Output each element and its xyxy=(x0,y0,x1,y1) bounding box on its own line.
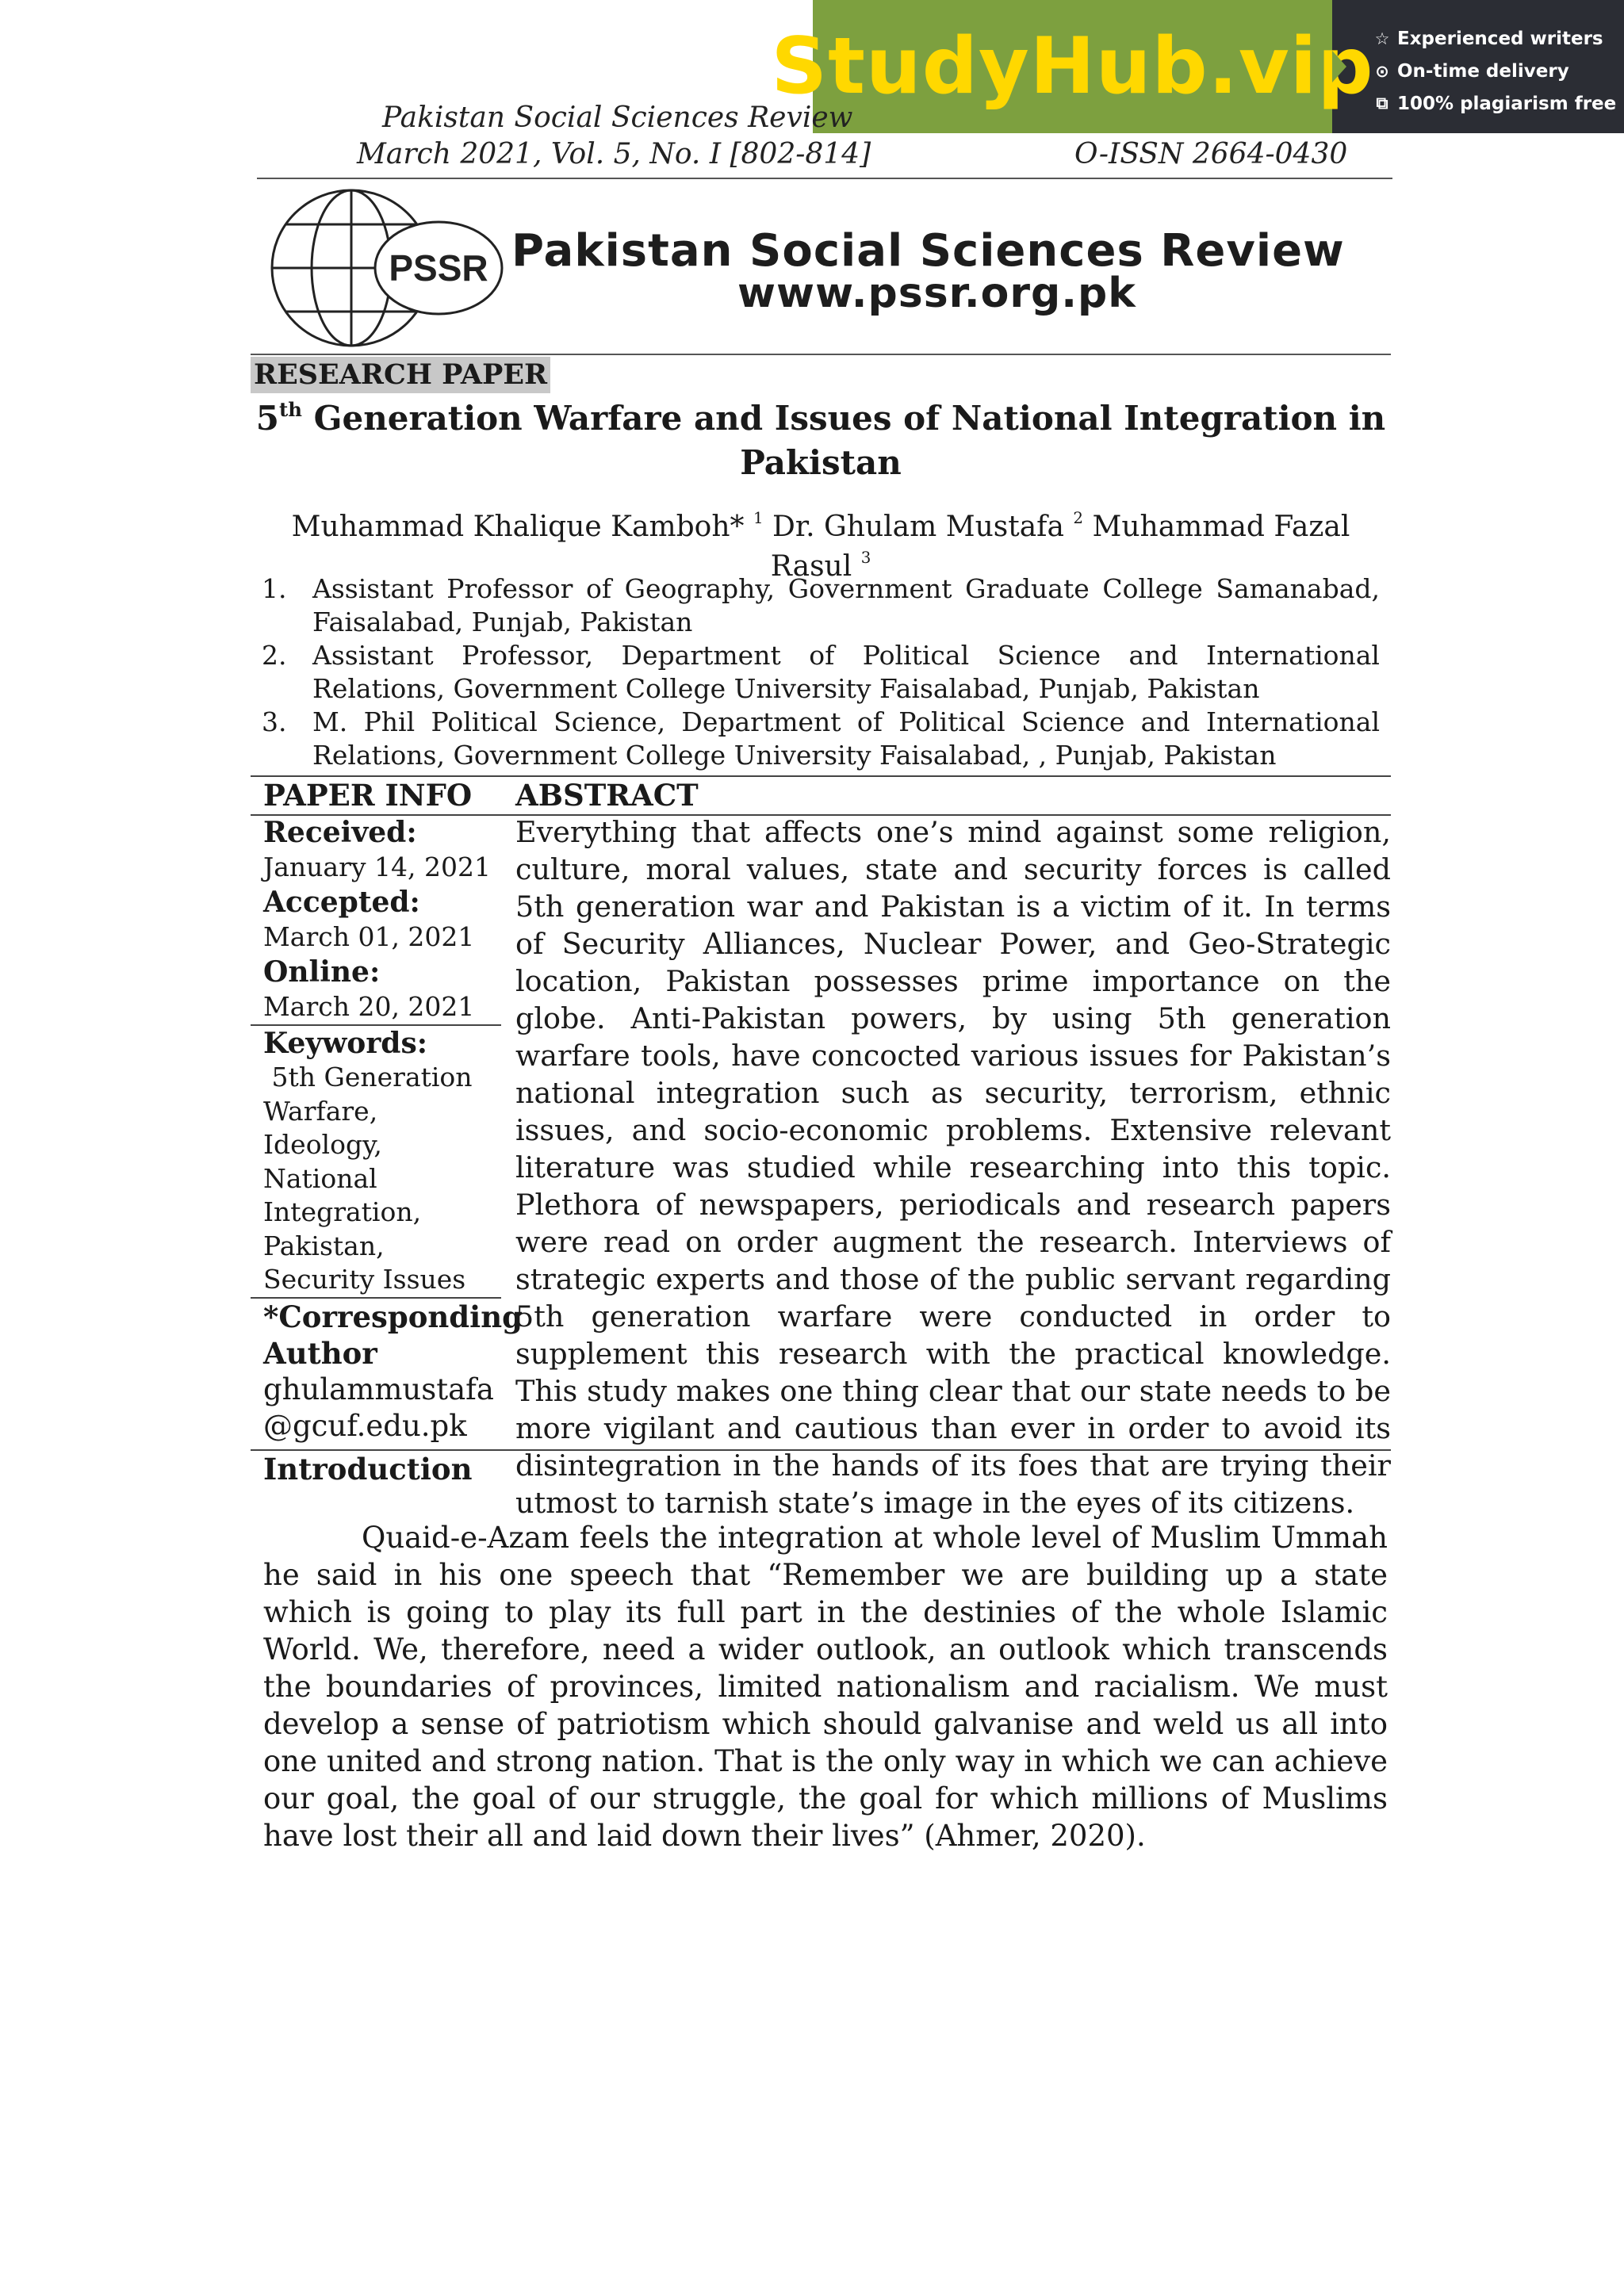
logo-abbr: PSSR xyxy=(389,247,488,289)
affiliation-item xyxy=(262,706,1380,772)
paper-title xyxy=(251,396,1391,485)
journal-name: Pakistan Social Sciences Review xyxy=(382,101,853,134)
email-part-1[interactable]: ghulammustafa xyxy=(263,1372,494,1406)
affiliation-item xyxy=(262,572,1380,639)
author-label: Author xyxy=(263,1335,377,1371)
title-text: Generation Warfare and Issues of National Integration in xyxy=(302,399,1386,438)
affiliation-list xyxy=(262,572,1380,772)
issue-info: March 2021, Vol. 5, No. I [802-814] xyxy=(357,138,871,170)
keyword-item: Warfare, xyxy=(263,1095,378,1127)
affiliation-text: M. Phil Political Science, Department of Political Science and International Relations, Government College University Faisalabad, , Punjab, Pakistan xyxy=(312,706,1380,771)
accepted-label: Accepted: xyxy=(263,886,420,919)
online-label: Online: xyxy=(263,955,381,989)
feature-item xyxy=(1373,22,1624,55)
feature-text: On-time delivery xyxy=(1397,60,1569,82)
feature-text: 100% plagiarism free xyxy=(1397,93,1617,114)
keyword-item: Security Issues xyxy=(263,1264,466,1295)
online-date: March 20, 2021 xyxy=(263,991,475,1022)
introduction-heading: Introduction xyxy=(263,1452,473,1487)
affiliation-text: Assistant Professor, Department of Political Science and International Relations, Government College University Faisalabad, Punjab, Pakistan xyxy=(312,640,1380,704)
banner-features xyxy=(1332,0,1624,133)
author-affiliation-mark: 1 xyxy=(753,509,764,528)
title-superscript: th xyxy=(279,397,302,421)
logo-url: www.pssr.org.pk xyxy=(737,270,1136,317)
document-check-icon: ⧉ xyxy=(1376,94,1388,113)
accepted-date: March 01, 2021 xyxy=(263,921,475,952)
keywords-label: Keywords: xyxy=(263,1027,428,1060)
title-number: 5 xyxy=(255,399,280,438)
corresponding-author-block xyxy=(251,1299,523,1445)
paper-info-heading: PAPER INFO xyxy=(263,778,473,813)
clock-icon: ⊙ xyxy=(1375,61,1389,81)
keyword-item: 5th Generation xyxy=(263,1062,473,1093)
header-rule xyxy=(257,178,1392,179)
corresponding-label: *Corresponding xyxy=(263,1299,523,1334)
author-affiliation-mark: 2 xyxy=(1073,509,1084,528)
author-name: Muhammad Khalique Kamboh* xyxy=(291,511,745,543)
title-line-2: Pakistan xyxy=(740,443,902,482)
logo-rule xyxy=(251,354,1391,355)
feature-text: Experienced writers xyxy=(1397,28,1603,49)
author-name: Muhammad Fazal Rasul xyxy=(770,511,1350,583)
issn: O-ISSN 2664-0430 xyxy=(1074,138,1348,170)
keyword-item: Integration, xyxy=(263,1196,422,1227)
keyword-item: Pakistan, xyxy=(263,1230,385,1261)
affiliation-item xyxy=(262,639,1380,706)
keywords-block xyxy=(251,1026,501,1297)
logo-title: Pakistan Social Sciences Review xyxy=(511,225,1345,277)
affiliation-number: 3. xyxy=(262,706,287,737)
banner-arrow xyxy=(1332,51,1346,82)
paper-type-label: RESEARCH PAPER xyxy=(251,357,550,393)
abstract-column xyxy=(515,777,1391,1520)
affiliation-number: 2. xyxy=(262,640,287,671)
author-affiliation-mark: 3 xyxy=(860,549,871,568)
feature-item xyxy=(1373,55,1624,87)
dates-block xyxy=(251,815,501,1024)
email-part-2[interactable]: @gcuf.edu.pk xyxy=(263,1408,467,1443)
received-date: January 14, 2021 xyxy=(263,851,491,882)
affiliation-number: 1. xyxy=(262,573,287,604)
keyword-item: National xyxy=(263,1162,377,1194)
feature-item xyxy=(1373,87,1624,120)
pssr-globe-logo xyxy=(268,189,506,347)
abstract-heading: ABSTRACT xyxy=(515,778,699,813)
paper-info-column xyxy=(251,777,523,1449)
affiliation-text: Assistant Professor of Geography, Government Graduate College Samanabad, Faisalabad, Punjab, Pakistan xyxy=(312,573,1380,637)
brand-name: StudyHub.vip xyxy=(771,21,1374,112)
abstract-text: Everything that affects one’s mind against some religion, culture, moral values, state and security forces is called 5th generation war and Pakistan is a victim of it. In terms of Security Alliances, Nuclear Power, and Geo-Strategic location, Pakistan possesses prime importance on the globe. Anti-Pakistan powers, by using 5th generation warfare tools, have concocted various issues for Pakistan’s national integration such as security, terrorism, ethnic issues, and socio-economic problems. Extensive relevant literature was studied while researching into this topic. Plethora of newspapers, periodicals and research papers were read on order augment the research. Interviews of strategic experts and those of the public servant regarding 5th generation warfare were conducted in order to supplement this research with the practical knowledge. This study makes one thing clear that our state needs to be more vigilant and cautious than ever in order to avoid its disintegration in the hands of its foes that are trying their utmost to tarnish state’s image in the eyes of its citizens. xyxy=(515,815,1391,1520)
introduction-paragraph: Quaid-e-Azam feels the integration at whole level of Muslim Ummah he said in his one speech that “Remember we are building up a state which is going to play its full part in the destinies of the whole Islamic World. We, therefore, need a wider outlook, an outlook which transcends the boundaries of provinces, limited nationalism and racialism. We must develop a sense of patriotism which should galvanise and weld us all into one united and strong nation. That is the only way in which we can achieve our goal, the goal of our struggle, the goal for which millions of Muslims have lost their all and laid down their lives” (Ahmer, 2020). xyxy=(263,1521,1388,1853)
studyhub-banner[interactable] xyxy=(771,0,1624,133)
author-name: Dr. Ghulam Mustafa xyxy=(772,511,1064,543)
star-icon: ☆ xyxy=(1374,29,1390,48)
received-label: Received: xyxy=(263,816,417,849)
keyword-item: Ideology, xyxy=(263,1129,382,1160)
studyhub-logo[interactable] xyxy=(771,0,1374,133)
